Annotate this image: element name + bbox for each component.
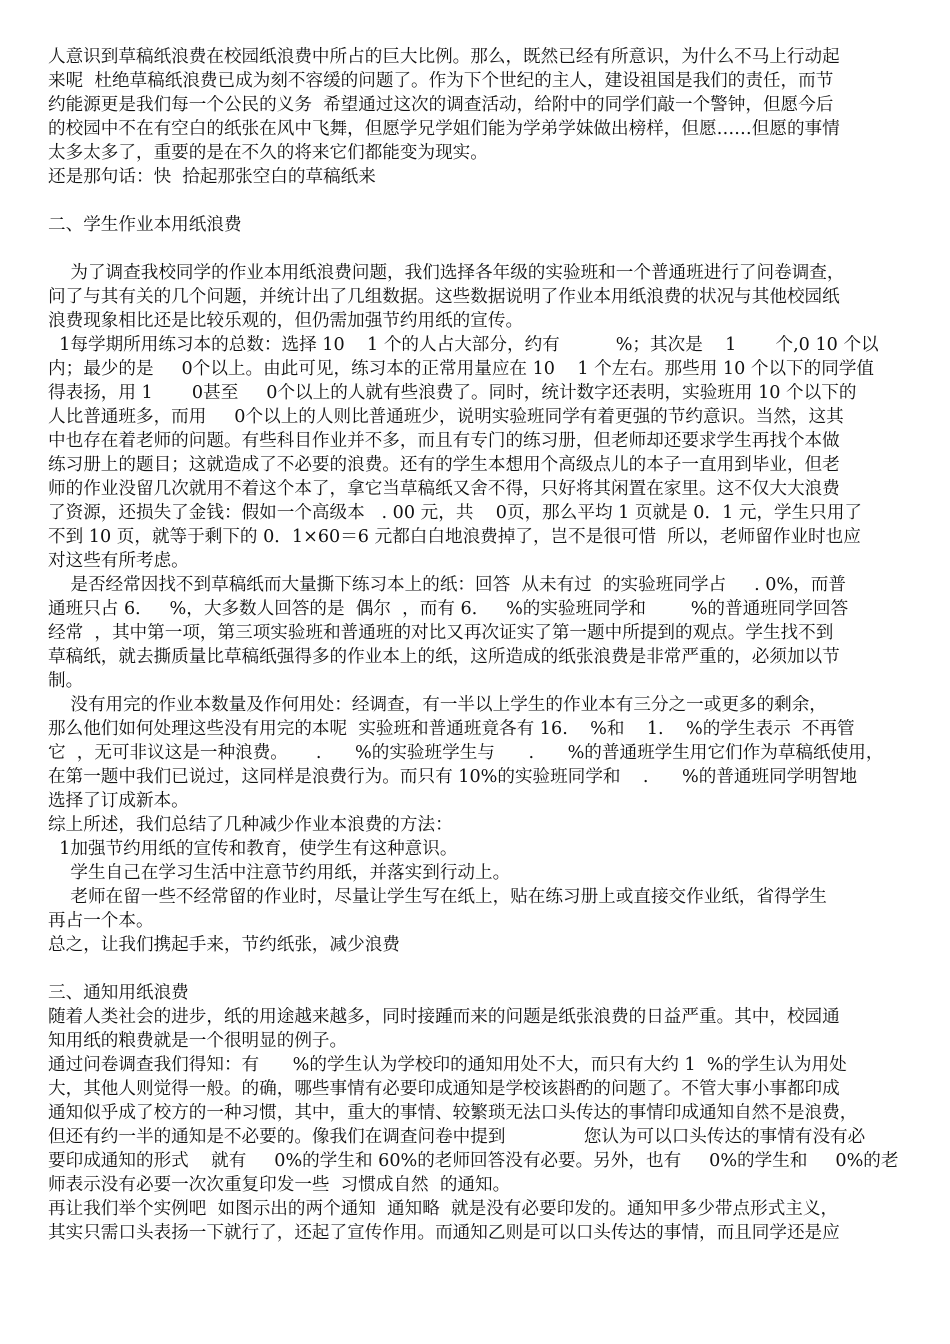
text-line: 1加强节约用纸的宣传和教育，使学生有这种意识。 — [48, 839, 458, 859]
text-line: 没有用完的作业本数量及作何用处：经调查，有一半以上学生的作业本有三分之一或更多的剩余， — [48, 695, 827, 715]
text-line: 还是那句话：快 拾起那张空白的草稿纸来 — [48, 167, 376, 187]
text-line: 1每学期所用练习本的总数：选择 10 1 个的人占大部分，约有 %；其次是 1 个,0 10 个以 — [48, 335, 879, 355]
text-line: 人意识到草稿纸浪费在校园纸浪费中所占的巨大比例。那么，既然已经有所意识，为什么不马上行动起 — [48, 47, 840, 67]
text-line: 是否经常因找不到草稿纸而大量撕下练习本上的纸：回答 从未有过 的实验班同学占 . 0%，而普 — [48, 575, 846, 595]
text-line: 经常 ，其中第一项，第三项实验班和普通班的对比又再次证实了第一题中所提到的观点。学生找不到 — [48, 623, 834, 643]
text-line: 再让我们举个实例吧 如图示出的两个通知 通知略 就是没有必要印发的。通知甲多少带点形式主义， — [48, 1199, 839, 1219]
text-line: 通知似乎成了校方的一种习惯，其中，重大的事情、较繁琐无法口头传达的事情印成通知自然不是浪费， — [48, 1103, 858, 1123]
text-line: 浪费现象相比还是比较乐观的，但仍需加强节约用纸的宣传。 — [48, 311, 524, 331]
text-line: 大，其他人则觉得一般。的确，哪些事情有必要印成通知是学校该斟酌的问题了。不管大事小事都印成 — [48, 1079, 840, 1099]
text-line: 学生自己在学习生活中注意节约用纸，并落实到行动上。 — [48, 863, 511, 883]
section-heading: 随着人类社会的进步，纸的用途越来越多，同时接踵而来的问题是纸张浪费的日益严重。其中，校园通 — [48, 1007, 840, 1027]
text-line: 总之，让我们携起手来，节约纸张，减少浪费 — [48, 935, 400, 955]
text-line: 太多太多了，重要的是在不久的将来它们都能变为现实。 — [48, 143, 488, 163]
text-line: 那么他们如何处理这些没有用完的本呢 实验班和普通班竟各有 16. %和 1. %的学生表示 不再管 — [48, 719, 855, 739]
text-line: 约能源更是我们每一个公民的义务 希望通过这次的调查活动，给附中的同学们敲一个警钟，但愿今后 — [48, 95, 834, 115]
text-line: 在第一题中我们已说过，这同样是浪费行为。而只有 10%的实验班同学和 . %的普通班同学明智地 — [48, 767, 858, 787]
text-line: 综上所述，我们总结了几种减少作业本浪费的方法： — [48, 815, 453, 835]
text-line: 老师在留一些不经常留的作业时，尽量让学生写在纸上，贴在练习册上或直接交作业纸，省得学生 — [48, 887, 827, 907]
text-line: 练习册上的题目；这就造成了不必要的浪费。还有的学生本想用个高级点儿的本子一直用到毕业，但老 — [48, 455, 840, 475]
text-line: 不到 10 页，就等于剩下的 0．1×60＝6 元都白白地浪费掉了，岂不是很可惜 所以，老师留作业时也应 — [48, 527, 861, 547]
text-line: 问了与其有关的几个问题，并统计出了几组数据。这些数据说明了作业本用纸浪费的状况与其他校园纸 — [48, 287, 840, 307]
text-line: 来呢 杜绝草稿纸浪费已成为刻不容缓的问题了。作为下个世纪的主人，建设祖国是我们的责任，而节 — [48, 71, 834, 91]
section-heading: 二、学生作业本用纸浪费 — [48, 215, 242, 235]
text-line: 内；最少的是 0个以上。由此可见，练习本的正常用量应在 10 1 个左右。那些用 10 个以下的同学值 — [48, 359, 875, 379]
text-line: 师表示没有必要一次次重复印发一些 习惯成自然 的通知。 — [48, 1175, 511, 1195]
text-line: 三、通知用纸浪费 — [48, 983, 189, 1003]
text-line: 的校园中不在有空白的纸张在风中飞舞，但愿学兄学姐们能为学弟学妹做出榜样，但愿……但愿的事情 — [48, 119, 840, 139]
text-line: 人比普通班多，而用 0个以上的人则比普通班少，说明实验班同学有着更强的节约意识。当然，这其 — [48, 407, 844, 427]
text-line: 对这些有所考虑。 — [48, 551, 189, 571]
text-line: 要印成通知的形式 就有 0%的学生和 60%的老师回答没有必要。另外，也有 0%的学生和 0%的老 — [48, 1151, 899, 1171]
text-line: 了资源，还损失了金钱：假如一个高级本 . 00 元，共 0页，那么平均 1 页就是 0．1 元，学生只用了 — [48, 503, 863, 523]
text-line: 通班只占 6． %，大多数人回答的是 偶尔 ，而有 6． %的实验班同学和 %的普通班同学回答 — [48, 599, 849, 619]
text-line: 知用纸的粮费就是一个很明显的例子。 — [48, 1031, 348, 1051]
text-line: 它 ，无可非议这是一种浪费。 . %的实验班学生与 . %的普通班学生用它们作为草稿纸使用， — [48, 743, 884, 763]
text-line: 其实只需口头表扬一下就行了，还起了宣传作用。而通知乙则是可以口头传达的事情，而且同学还是应 — [48, 1223, 840, 1243]
text-line: 为了调查我校同学的作业本用纸浪费问题，我们选择各年级的实验班和一个普通班进行了问卷调查， — [48, 263, 845, 283]
text-line: 师的作业没留几次就用不着这个本了，拿它当草稿纸又舍不得，只好将其闲置在家里。这不仅大大浪费 — [48, 479, 840, 499]
text-line: 但还有约一半的通知是不必要的。像我们在调查问卷中提到 您认为可以口头传达的事情有没有必 — [48, 1127, 866, 1147]
text-line: 草稿纸，就去撕质量比草稿纸强得多的作业本上的纸，这所造成的纸张浪费是非常严重的，必须加以节 — [48, 647, 840, 667]
text-line: 制。 — [48, 671, 84, 691]
text-line: 再占一个本。 — [48, 911, 154, 931]
text-line: 得表扬，用 1 0甚至 0个以上的人就有些浪费了。同时，统计数字还表明，实验班用 10 个以下的 — [48, 383, 857, 403]
text-line: 通过问卷调查我们得知：有 %的学生认为学校印的通知用处不大，而只有大约 1 %的学生认为用处 — [48, 1055, 847, 1075]
text-line: 选择了订成新本。 — [48, 791, 189, 811]
text-line: 中也存在着老师的问题。有些科目作业并不多，而且有专门的练习册，但老师却还要求学生再找个本做 — [48, 431, 840, 451]
